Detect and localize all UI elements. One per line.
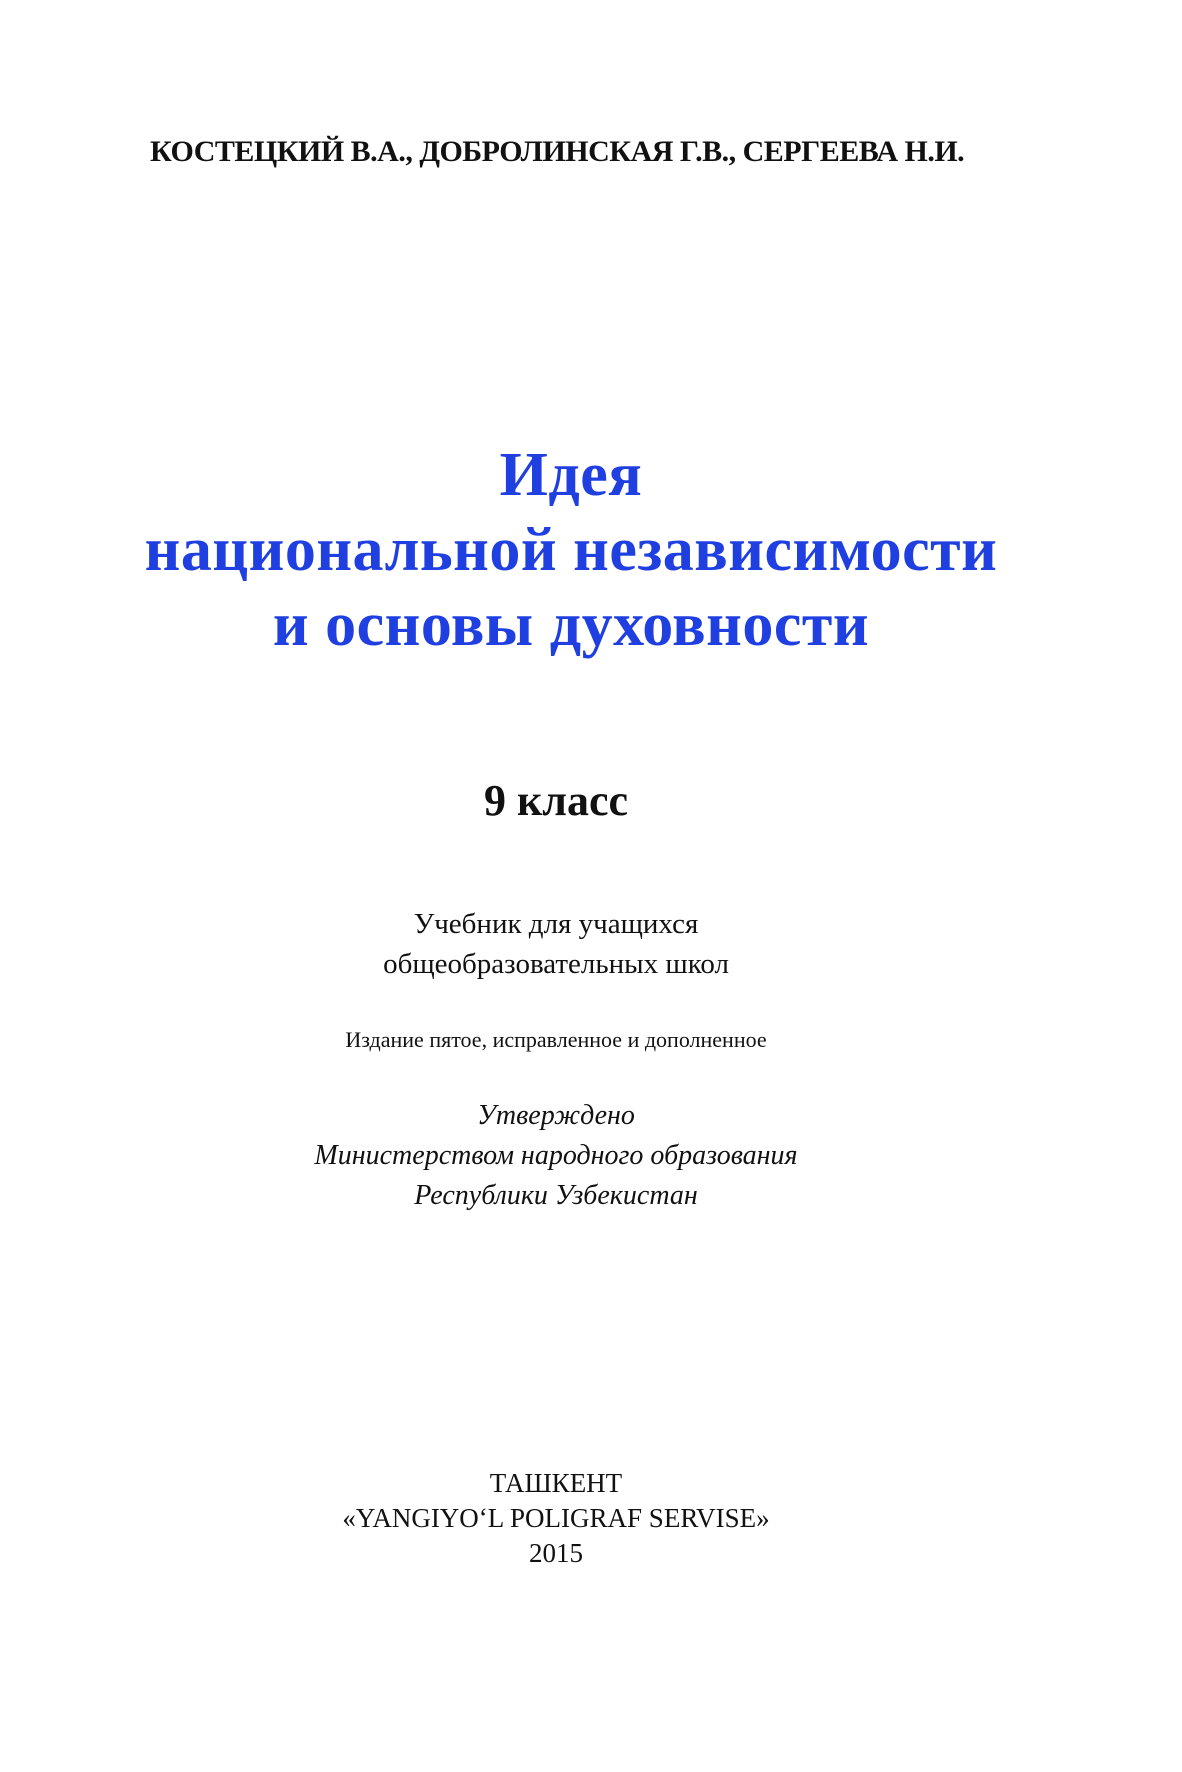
approval-line-1: Утверждено [477, 1100, 635, 1131]
approval-line-3: Республики Узбекистан [414, 1180, 698, 1211]
book-title-line-1: Идея [499, 441, 643, 509]
imprint-publisher: «YANGIYO‘L POLIGRAF SERVISE» [342, 1503, 770, 1533]
imprint-city: ТАШКЕНТ [489, 1468, 623, 1498]
approval-line-2: Министерством народного образования [314, 1140, 798, 1171]
book-title-line-3: и основы духовности [272, 591, 870, 659]
grade-label: 9 класс [483, 776, 629, 825]
subtitle-line-1: Учебник для учащихся [413, 908, 699, 940]
imprint-year: 2015 [529, 1538, 583, 1568]
authors: КОСТЕЦКИЙ В.А., ДОБРОЛИНСКАЯ Г.В., СЕРГЕЕВА Н.И. [150, 135, 965, 168]
subtitle-line-2: общеобразовательных школ [383, 948, 729, 980]
edition-note: Издание пятое, исправленное и дополненное [345, 1027, 767, 1052]
book-title-line-2: национальной независимости [144, 516, 998, 584]
